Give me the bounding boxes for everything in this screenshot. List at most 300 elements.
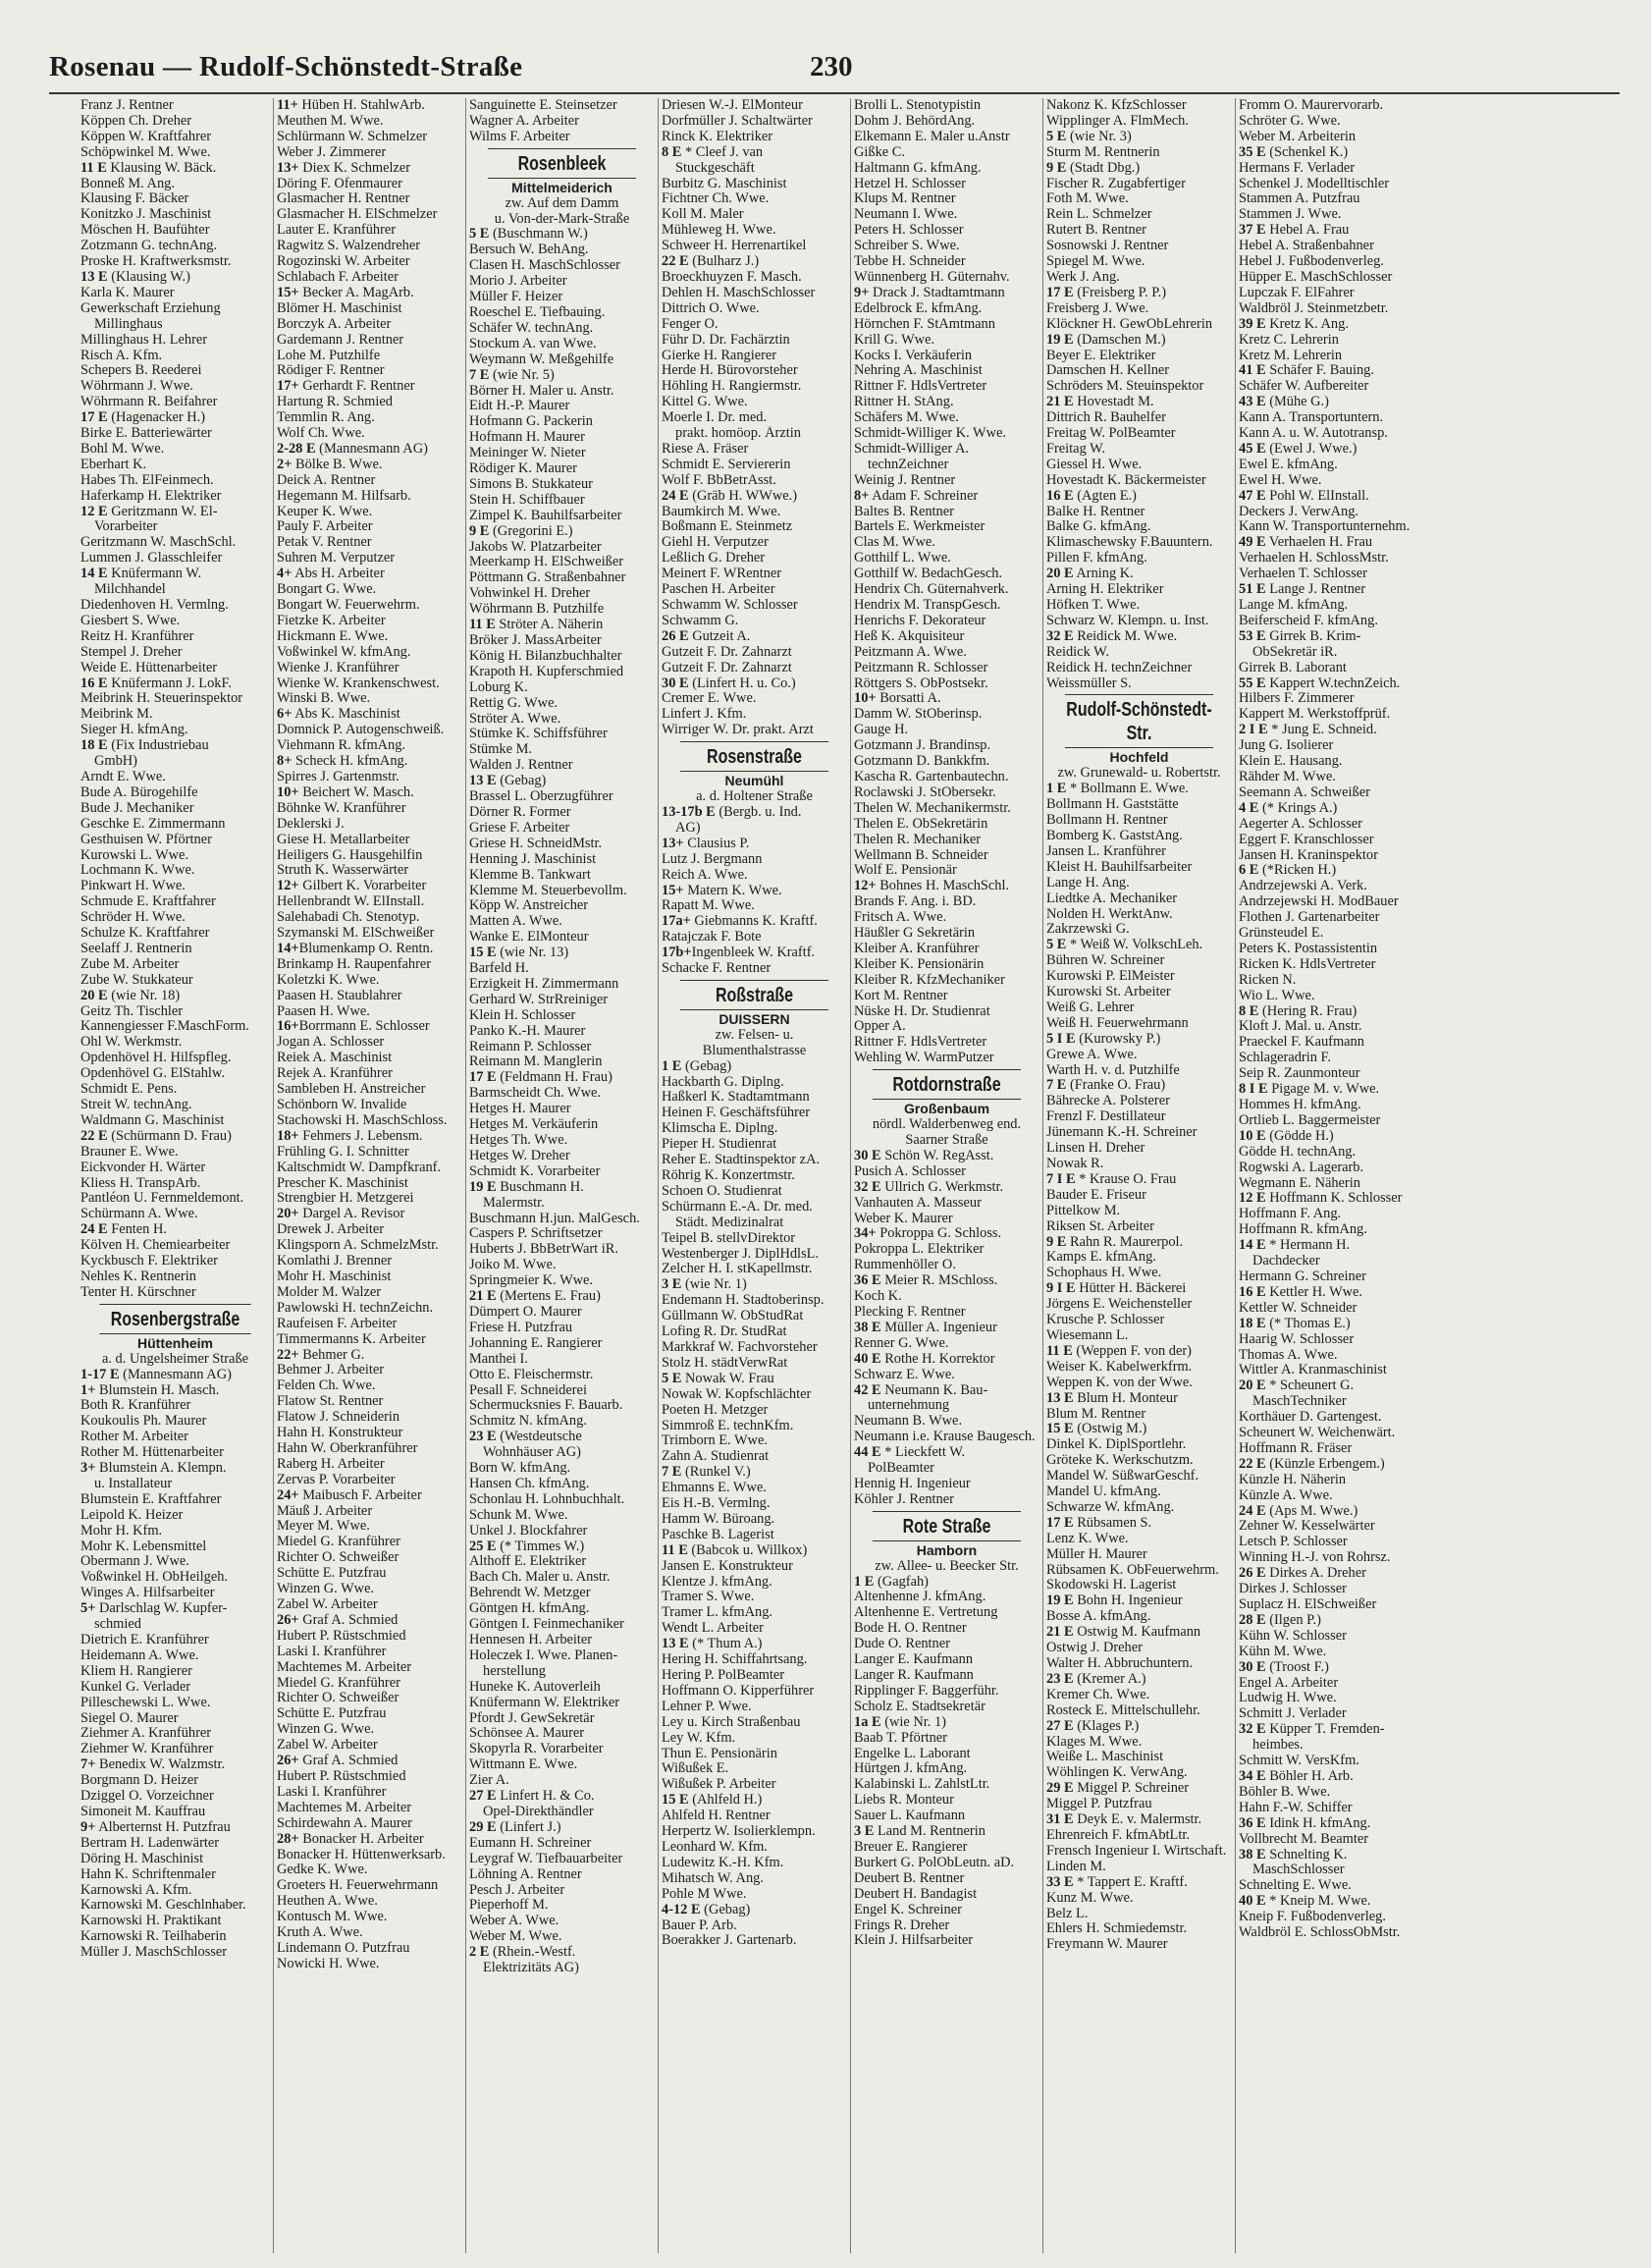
directory-entry: Richter O. Schweißer — [277, 1550, 399, 1566]
directory-entry: Walden J. Rentner — [469, 758, 573, 774]
directory-entry: Höhling H. Rangiermstr. — [662, 379, 802, 395]
directory-entry: Schwamm W. Schlosser — [662, 598, 798, 613]
directory-entry: Strengbier H. Metzgerei — [277, 1191, 414, 1207]
directory-entry: Kalabinski L. ZahlstLtr. — [854, 1777, 990, 1793]
directory-entry: Wöhrmann R. Beifahrer — [80, 395, 218, 410]
house-number: 13+ — [662, 836, 684, 851]
directory-entry: Bongart G. Wwe. — [277, 582, 377, 598]
directory-entry: 17a+ Giebmanns K. Kraftf. — [662, 914, 818, 930]
directory-entry: Zube W. Stukkateur — [80, 972, 193, 988]
district-name: Hüttenheim — [137, 1334, 213, 1351]
street-location: Blumenthalstrasse — [702, 1042, 807, 1058]
directory-entry: Tebbe H. Schneider — [854, 254, 966, 270]
directory-entry: Sanguinette E. Steinsetzer — [469, 98, 617, 113]
directory-entry: Stachowski H. MaschSchloss. — [277, 1112, 448, 1128]
district-name: Großenbaum — [903, 1101, 990, 1117]
directory-entry: 21 E (Mertens E. Frau) — [469, 1289, 601, 1305]
directory-entry: Damm W. StOberinsp. — [854, 707, 983, 723]
street-heading: Rosenstraße — [680, 741, 828, 772]
directory-entry: Jung G. Isolierer — [1239, 738, 1334, 754]
house-number: 1+ — [80, 1382, 96, 1398]
directory-entry: 22 E (Künzle Erbengem.) — [1239, 1456, 1385, 1472]
directory-entry: Mohr K. Lebensmittel — [80, 1539, 207, 1554]
directory-entry: Seemann A. Schweißer — [1239, 784, 1370, 800]
directory-entry: Stein H. Schiffbauer — [469, 492, 585, 508]
directory-entry: Bauder E. Friseur — [1046, 1187, 1146, 1203]
directory-entry: Pauly F. Arbeiter — [277, 519, 373, 535]
directory-entry: Hennig H. Ingenieur — [854, 1476, 971, 1491]
directory-entry: Rogwski A. Lagerarb. — [1239, 1160, 1364, 1175]
directory-entry: 22 E (Bulharz J.) — [662, 254, 760, 270]
directory-entry: 10 E (Gödde H.) — [1239, 1128, 1334, 1144]
directory-entry: 26 E Dirkes A. Dreher — [1239, 1566, 1366, 1582]
directory-entry: Poeten H. Metzger — [662, 1402, 769, 1418]
directory-entry: Lange M. kfmAng. — [1239, 598, 1349, 613]
directory-entry: Lindemann O. Putzfrau — [277, 1940, 410, 1956]
directory-entry: Gierke H. Rangierer — [662, 348, 777, 363]
house-number: 5 E — [1046, 129, 1067, 144]
house-number: 13 E — [662, 1637, 689, 1652]
directory-entry: Schütte E. Putzfrau — [277, 1566, 387, 1582]
directory-entry: Bröker J. MassArbeiter — [469, 633, 602, 648]
directory-entry: Elkemann E. Maler u.Anstr — [854, 129, 1010, 144]
entry-continuation: schmied — [94, 1617, 141, 1633]
directory-entry: Stümke M. — [469, 742, 532, 758]
directory-entry: Pillen F. kfmAng. — [1046, 551, 1147, 567]
directory-entry: Opper A. — [854, 1019, 906, 1035]
directory-entry: Giese H. Metallarbeiter — [277, 832, 410, 847]
directory-entry: Baumkirch M. Wwe. — [662, 504, 781, 519]
directory-entry: Hellenbrandt W. ElInstall. — [277, 894, 425, 910]
directory-entry: Opdenhövel G. ElStahlw. — [80, 1066, 225, 1082]
directory-entry: 22+ Behmer G. — [277, 1347, 365, 1363]
directory-entry: Zabel W. Arbeiter — [277, 1738, 378, 1754]
directory-entry: 1-17 E (Mannesmann AG) — [80, 1367, 232, 1382]
directory-entry: Ley u. Kirch Straßenbau — [662, 1714, 801, 1730]
directory-entry: Thomas A. Wwe. — [1239, 1347, 1338, 1363]
directory-entry: Haferkamp H. Elektriker — [80, 488, 222, 504]
directory-entry: 16+Borrmann E. Schlosser — [277, 1019, 430, 1035]
house-number: 15+ — [662, 883, 684, 898]
directory-entry: 12 E Hoffmann K. Schlosser — [1239, 1191, 1403, 1207]
house-number: 12+ — [854, 879, 877, 894]
house-number: 31 E — [1046, 1812, 1074, 1828]
directory-entry: Rogozinski W. Arbeiter — [277, 254, 410, 270]
directory-entry: Rödiger F. Rentner — [277, 363, 385, 379]
house-number: 49 E — [1239, 535, 1266, 551]
house-number: 17 E — [469, 1070, 497, 1086]
directory-entry: Lummen J. Glasschleifer — [80, 551, 223, 567]
house-number: 5 E — [1046, 938, 1067, 953]
directory-entry: Balke G. kfmAng. — [1046, 519, 1151, 535]
directory-entry: Thelen E. ObSekretärin — [854, 816, 988, 832]
directory-column — [658, 98, 850, 2253]
house-number: 3+ — [80, 1461, 96, 1477]
directory-column — [465, 98, 658, 2253]
directory-entry: Deubert B. Rentner — [854, 1870, 965, 1886]
directory-entry: Simoneit M. Kauffrau — [80, 1804, 206, 1819]
directory-entry: 19 E Buschmann H. — [469, 1179, 584, 1195]
directory-entry: Joiko M. Wwe. — [469, 1258, 557, 1273]
directory-entry: Boerakker J. Gartenarb. — [662, 1933, 797, 1949]
directory-entry: Dörner R. Former — [469, 804, 571, 820]
directory-entry: 9 E (Stadt Dbg.) — [1046, 160, 1141, 176]
directory-entry: Wienke J. Kranführer — [277, 660, 399, 675]
directory-entry: 53 E Girrek B. Krim- — [1239, 628, 1361, 644]
directory-entry: 4+ Abs H. Arbeiter — [277, 567, 385, 582]
directory-entry: Belz L. — [1046, 1906, 1089, 1921]
directory-entry: Griese H. SchneidMstr. — [469, 836, 603, 851]
directory-entry: Driesen W.-J. ElMonteur — [662, 98, 803, 113]
directory-entry: Wagner A. Arbeiter — [469, 113, 579, 129]
directory-entry: Sturm M. Rentnerin — [1046, 144, 1160, 160]
directory-entry: Schürmann E.-A. Dr. med. — [662, 1199, 813, 1215]
directory-entry: Glasmacher H. Rentner — [277, 191, 410, 207]
directory-entry: 32 E Ullrich G. Werkmstr. — [854, 1179, 1004, 1195]
street-location: Saarner Straße — [905, 1132, 988, 1148]
directory-entry: Stempel J. Dreher — [80, 644, 183, 660]
entry-continuation: Vorarbeiter — [94, 519, 158, 535]
directory-entry: 34 E Böhler H. Arb. — [1239, 1768, 1354, 1784]
directory-entry: 2-28 E (Mannesmann AG) — [277, 441, 428, 457]
directory-entry: Leygraf W. Tiefbauarbeiter — [469, 1851, 623, 1866]
directory-entry: Gedke K. Wwe. — [277, 1863, 368, 1878]
directory-entry: 13 E Blum H. Monteur — [1046, 1390, 1178, 1406]
directory-entry: 11 E (Weppen F. von der) — [1046, 1343, 1192, 1359]
directory-entry: 15 E (wie Nr. 13) — [469, 945, 569, 961]
directory-entry: Fritsch A. Wwe. — [854, 910, 947, 926]
directory-entry: Lofing R. Dr. StudRat — [662, 1324, 787, 1340]
house-number: 23 E — [469, 1430, 497, 1445]
directory-entry: Wegmann E. Näherin — [1239, 1175, 1360, 1191]
directory-entry: Wilms F. Arbeiter — [469, 129, 570, 144]
directory-entry: Klausing F. Bäcker — [80, 191, 189, 207]
directory-entry: Machtemes M. Arbeiter — [277, 1659, 412, 1675]
directory-entry: Scheunert W. Weichenwärt. — [1239, 1426, 1396, 1441]
directory-entry: Pusich A. Schlosser — [854, 1163, 966, 1179]
directory-entry: Clasen H. MaschSchlosser — [469, 258, 620, 274]
directory-entry: Kurowski St. Arbeiter — [1046, 985, 1171, 1000]
directory-entry: 33 E * Tappert E. Kraftf. — [1046, 1874, 1188, 1890]
directory-entry: Weber K. Maurer — [854, 1211, 953, 1226]
directory-entry: Waldmann G. Maschinist — [80, 1112, 225, 1128]
directory-entry: Teipel B. stellvDirektor — [662, 1230, 796, 1246]
directory-entry: Hendrix Ch. Güternahverk. — [854, 582, 1009, 598]
directory-entry: Caspers P. Schriftsetzer — [469, 1226, 603, 1242]
directory-entry: Eumann H. Schreiner — [469, 1835, 592, 1851]
directory-entry: Both R. Kranführer — [80, 1398, 191, 1414]
house-number: 32 E — [1239, 1722, 1266, 1738]
house-number: 18+ — [277, 1128, 299, 1144]
directory-entry: Zube M. Arbeiter — [80, 956, 180, 972]
street-location: u. Von-der-Mark-Straße — [494, 210, 630, 227]
directory-entry: Otto E. Fleischermstr. — [469, 1367, 594, 1382]
columns-container — [80, 98, 1620, 2253]
directory-entry: 40 E Rothe H. Korrektor — [854, 1351, 995, 1367]
directory-entry: Klemme B. Tankwart — [469, 867, 591, 883]
directory-entry: 6 E (*Ricken H.) — [1239, 863, 1337, 879]
directory-entry: Heuthen A. Wwe. — [277, 1894, 378, 1910]
directory-entry: Wünnenberg H. Güternahv. — [854, 269, 1010, 285]
directory-entry: 19 E (Damschen M.) — [1046, 332, 1166, 348]
directory-entry: Seip R. Zaunmonteur — [1239, 1066, 1360, 1082]
directory-entry: Werk J. Ang. — [1046, 269, 1120, 285]
directory-entry: Warth H. v. d. Putzhilfe — [1046, 1062, 1180, 1078]
directory-entry: Hansen Ch. kfmAng. — [469, 1476, 590, 1491]
directory-entry: Grewe A. Wwe. — [1046, 1047, 1138, 1062]
house-number: 5+ — [80, 1601, 96, 1617]
directory-entry: Siegel O. Maurer — [80, 1710, 179, 1726]
directory-entry: Mandel U. kfmAng. — [1046, 1485, 1161, 1500]
house-number: 9 E — [1046, 1234, 1067, 1250]
directory-entry: Koll M. Maler — [662, 207, 744, 223]
directory-entry: Hackbarth G. Diplng. — [662, 1074, 784, 1090]
directory-entry: Griese F. Arbeiter — [469, 820, 570, 836]
house-number: 10 E — [1239, 1128, 1266, 1144]
directory-entry: Engel K. Schreiner — [854, 1902, 962, 1917]
house-number: 33 E — [1046, 1874, 1074, 1890]
directory-entry: Hebel A. Straßenbahner — [1239, 239, 1374, 254]
directory-entry: Giehl H. Verputzer — [662, 535, 769, 551]
directory-entry: Pöttmann G. Straßenbahner — [469, 570, 626, 586]
directory-entry: Dirkes J. Schlosser — [1239, 1582, 1347, 1597]
directory-entry: Tenter H. Kürschner — [80, 1284, 196, 1300]
directory-entry: 25 E (* Timmes W.) — [469, 1539, 585, 1554]
directory-entry: Blumstein E. Kraftfahrer — [80, 1491, 222, 1507]
directory-entry: Hoffmann F. Ang. — [1239, 1207, 1342, 1222]
directory-entry: Ahlfeld H. Rentner — [662, 1809, 771, 1824]
directory-entry: Zier A. — [469, 1773, 509, 1789]
directory-entry: 20+ Dargel A. Revisor — [277, 1207, 405, 1222]
house-number: 44 E — [854, 1445, 881, 1461]
directory-entry: Köppen Ch. Dreher — [80, 113, 192, 129]
house-number: 20+ — [277, 1207, 299, 1222]
directory-entry: Tramer L. kfmAng. — [662, 1605, 772, 1621]
house-number: 1 E — [662, 1058, 682, 1074]
directory-entry: Klages M. Wwe. — [1046, 1734, 1143, 1750]
directory-entry: Leipold K. Heizer — [80, 1507, 184, 1523]
directory-entry: Neumann B. Wwe. — [854, 1414, 963, 1430]
house-number: 42 E — [854, 1382, 881, 1398]
house-number: 7+ — [80, 1757, 96, 1773]
directory-entry: Fenger O. — [662, 316, 719, 332]
directory-entry: Raufeisen F. Arbeiter — [277, 1316, 398, 1331]
directory-entry: Breuer E. Rangierer — [854, 1839, 968, 1855]
directory-entry: Kleist H. Bauhilfsarbeiter — [1046, 859, 1193, 875]
directory-entry: Schwamm G. — [662, 613, 739, 628]
directory-entry: Hetges H. Maurer — [469, 1102, 571, 1117]
directory-entry: Gotzmann D. Bankkfm. — [854, 754, 990, 770]
street-heading: Rosenbleek — [488, 148, 636, 179]
directory-entry: 2+ Bölke B. Wwe. — [277, 457, 383, 472]
house-number: 15 E — [1046, 1422, 1074, 1437]
directory-entry: 44 E * Lieckfett W. — [854, 1445, 966, 1461]
house-number: 4+ — [277, 567, 293, 582]
directory-entry: Hoffmann R. Fräser — [1239, 1440, 1353, 1456]
directory-entry: Rödiger K. Maurer — [469, 461, 577, 477]
directory-entry: 1 E (Gebag) — [662, 1058, 732, 1074]
entry-continuation: unternehmung — [868, 1398, 950, 1414]
directory-entry: Altenhenne E. Vertretung — [854, 1605, 998, 1621]
directory-entry: Dittrich R. Bauhelfer — [1046, 410, 1166, 426]
directory-entry: Karnowski R. Teilhaberin — [80, 1929, 227, 1945]
house-number: 24+ — [277, 1487, 299, 1503]
directory-entry: Ehrenreich F. kfmAbtLtr. — [1046, 1827, 1190, 1843]
directory-entry: Bonneß M. Ang. — [80, 176, 175, 191]
directory-entry: Laski I. Kranführer — [277, 1784, 387, 1800]
directory-entry: Jogan A. Schlosser — [277, 1035, 385, 1051]
directory-entry: Paasen H. Staublahrer — [277, 988, 402, 1003]
street-heading: Rosenbergstraße — [99, 1304, 250, 1334]
directory-entry: 30 E (Troost F.) — [1239, 1659, 1329, 1675]
directory-entry: Rinck K. Elektriker — [662, 129, 773, 144]
directory-entry: Hoffmann R. kfmAng. — [1239, 1222, 1367, 1238]
directory-entry: Schmitt W. VersKfm. — [1239, 1754, 1359, 1769]
directory-entry: Temmlin R. Ang. — [277, 410, 375, 426]
directory-entry: 2 I E * Jung E. Schneid. — [1239, 723, 1377, 738]
directory-entry: 9 E Rahn R. Maurerpol. — [1046, 1234, 1184, 1250]
directory-entry: 18 E (Fix Industriebau — [80, 738, 209, 754]
directory-entry: Zakrzewski G. — [1046, 922, 1130, 938]
house-number: 9 E — [469, 523, 490, 539]
directory-entry: Kruth A. Wwe. — [277, 1925, 363, 1941]
directory-entry: Wendt L. Arbeiter — [662, 1621, 764, 1637]
street-location: zw. Grunewald- u. Robertstr. — [1057, 765, 1221, 782]
house-number: 40 E — [1239, 1894, 1266, 1910]
directory-entry: Boßmann E. Steinmetz — [662, 519, 793, 535]
house-number: 26+ — [277, 1612, 299, 1628]
directory-entry: Böhnke W. Kranführer — [277, 800, 406, 816]
directory-entry: Hartung R. Schmied — [277, 395, 393, 410]
directory-entry: Herde H. Bürovorsteher — [662, 363, 798, 379]
house-number: 11 E — [662, 1542, 688, 1558]
directory-entry: Heidemann A. Wwe. — [80, 1647, 199, 1663]
house-number: 13 E — [469, 774, 497, 789]
directory-entry: Rosteck E. Mittelschullehr. — [1046, 1702, 1200, 1718]
directory-entry: 1+ Blumstein H. Masch. — [80, 1382, 220, 1398]
directory-entry: Gerhard W. StrRreiniger — [469, 992, 609, 1007]
directory-entry: Fietzke K. Arbeiter — [277, 613, 386, 628]
directory-entry: Bude J. Mechaniker — [80, 800, 194, 816]
directory-entry: Mihatsch W. Ang. — [662, 1870, 764, 1886]
directory-entry: Schulze K. Kraftfahrer — [80, 926, 210, 942]
directory-entry: Erzigkeit H. Zimmermann — [469, 976, 619, 992]
directory-entry: Eggert F. Kranschlosser — [1239, 832, 1374, 847]
directory-entry: Haßkerl K. Stadtamtmann — [662, 1090, 810, 1106]
directory-entry: Winzen G. Wwe. — [277, 1582, 375, 1597]
directory-entry: Schenkel J. Modelltischler — [1239, 176, 1390, 191]
directory-entry: Güllmann W. ObStudRat — [662, 1309, 804, 1324]
house-number: 38 E — [1239, 1847, 1266, 1863]
directory-entry: Hering P. PolBeamter — [662, 1668, 785, 1683]
directory-entry: Riese A. Fräser — [662, 441, 749, 457]
directory-entry: 17 E (Freisberg P. P.) — [1046, 285, 1167, 300]
directory-entry: 16 E Knüfermann J. LokF. — [80, 675, 232, 691]
directory-entry: Klups M. Rentner — [854, 191, 956, 207]
house-number: 22+ — [277, 1347, 299, 1363]
directory-entry: 21 E Ostwig M. Kaufmann — [1046, 1625, 1201, 1641]
directory-entry: Hofmann G. Packerin — [469, 414, 593, 430]
house-number: 12+ — [277, 879, 299, 894]
directory-entry: Hetges W. Dreher — [469, 1148, 570, 1163]
entry-continuation: Millinghaus — [94, 316, 163, 332]
directory-entry: Zotzmann G. technAng. — [80, 239, 218, 254]
directory-entry: 45 E (Ewel J. Wwe.) — [1239, 441, 1358, 457]
directory-entry: Kittel G. Wwe. — [662, 395, 748, 410]
directory-entry: Zimpel K. Bauhilfsarbeiter — [469, 508, 622, 523]
street-location: a. d. Holtener Straße — [696, 788, 813, 805]
directory-entry: Jansen E. Konstrukteur — [662, 1558, 793, 1574]
directory-entry: Schütte E. Putzfrau — [277, 1706, 387, 1722]
directory-entry: Kunz M. Wwe. — [1046, 1890, 1134, 1906]
directory-entry: Ostwig J. Dreher — [1046, 1641, 1143, 1656]
directory-entry: Letsch P. Schlosser — [1239, 1535, 1348, 1550]
directory-entry: 12 E Geritzmann W. El- — [80, 504, 218, 519]
directory-entry: Schwarze W. kfmAng. — [1046, 1499, 1175, 1515]
directory-entry: Buschmann H.jun. MalGesch. — [469, 1211, 640, 1226]
house-number: 13+ — [277, 160, 299, 176]
directory-entry: Ripplinger F. Baggerführ. — [854, 1683, 999, 1699]
directory-entry: Kühn M. Wwe. — [1239, 1644, 1327, 1659]
directory-entry: Keuper K. Wwe. — [277, 504, 373, 519]
directory-entry: Schacke F. Rentner — [662, 961, 772, 977]
directory-entry: Bude A. Bürogehilfe — [80, 784, 198, 800]
directory-entry: Kurowski P. ElMeister — [1046, 969, 1175, 985]
street-heading: Rotdornstraße — [873, 1069, 1021, 1100]
directory-entry: Prescher K. Maschinist — [277, 1175, 408, 1191]
directory-entry: Neumann i.e. Krause Baugesch. — [854, 1430, 1036, 1445]
directory-entry: Morio J. Arbeiter — [469, 274, 567, 290]
house-number: 38 E — [854, 1320, 881, 1335]
house-number: 25 E — [469, 1539, 497, 1554]
directory-entry: Salehabadi Ch. Stenotyp. — [277, 910, 420, 926]
directory-entry: 10+ Beichert W. Masch. — [277, 784, 414, 800]
directory-entry: Zelcher H. I. stKapellmstr. — [662, 1262, 813, 1277]
directory-entry: 13 E (Klausing W.) — [80, 269, 190, 285]
directory-entry: Heß K. Akquisiteur — [854, 628, 965, 644]
directory-entry: Gutzeit F. Dr. Zahnarzt — [662, 660, 792, 675]
directory-entry: Stammen J. Wwe. — [1239, 207, 1342, 223]
directory-entry: Gröteke K. Werkschutzm. — [1046, 1453, 1194, 1469]
directory-column — [80, 98, 273, 2253]
directory-entry: Pinkwart H. Wwe. — [80, 879, 186, 894]
directory-entry: Wiesemann L. — [1046, 1327, 1129, 1343]
directory-entry: Schonlau H. Lohnbuchhalt. — [469, 1491, 625, 1507]
directory-entry: Freymann W. Maurer — [1046, 1937, 1168, 1953]
directory-entry: 17b+Ingenbleek W. Kraftf. — [662, 945, 816, 961]
directory-entry: Nüske H. Dr. Studienrat — [854, 1003, 990, 1019]
directory-entry: 23 E (Westdeutsche — [469, 1430, 582, 1445]
directory-entry: 5 E * Weiß W. VolkschLeh. — [1046, 938, 1203, 953]
directory-entry: Kort M. Rentner — [854, 988, 948, 1003]
directory-entry: Girrek B. Laborant — [1239, 660, 1347, 675]
directory-entry: 7 E (Runkel V.) — [662, 1465, 751, 1481]
directory-entry: Fischer R. Zugabfertiger — [1046, 176, 1186, 191]
street-location: zw. Auf dem Damm — [505, 194, 619, 211]
directory-entry: Vanhauten A. Masseur — [854, 1195, 982, 1211]
directory-entry: Heinen F. Geschäftsführer — [662, 1106, 811, 1121]
house-number: 20 E — [1239, 1378, 1266, 1394]
directory-entry: Risch A. Kfm. — [80, 348, 163, 363]
directory-entry: Hering H. Schiffahrtsang. — [662, 1652, 808, 1668]
directory-entry: Zervas P. Vorarbeiter — [277, 1472, 396, 1487]
directory-entry: König H. Bilanzbuchhalter — [469, 648, 622, 664]
directory-entry: Gauge H. — [854, 723, 909, 738]
directory-entry: Kannengiesser F.MaschForm. — [80, 1019, 249, 1035]
directory-entry: Plecking F. Rentner — [854, 1304, 966, 1320]
house-number: 17 E — [1046, 285, 1074, 300]
directory-entry: Krill G. Wwe. — [854, 332, 935, 348]
